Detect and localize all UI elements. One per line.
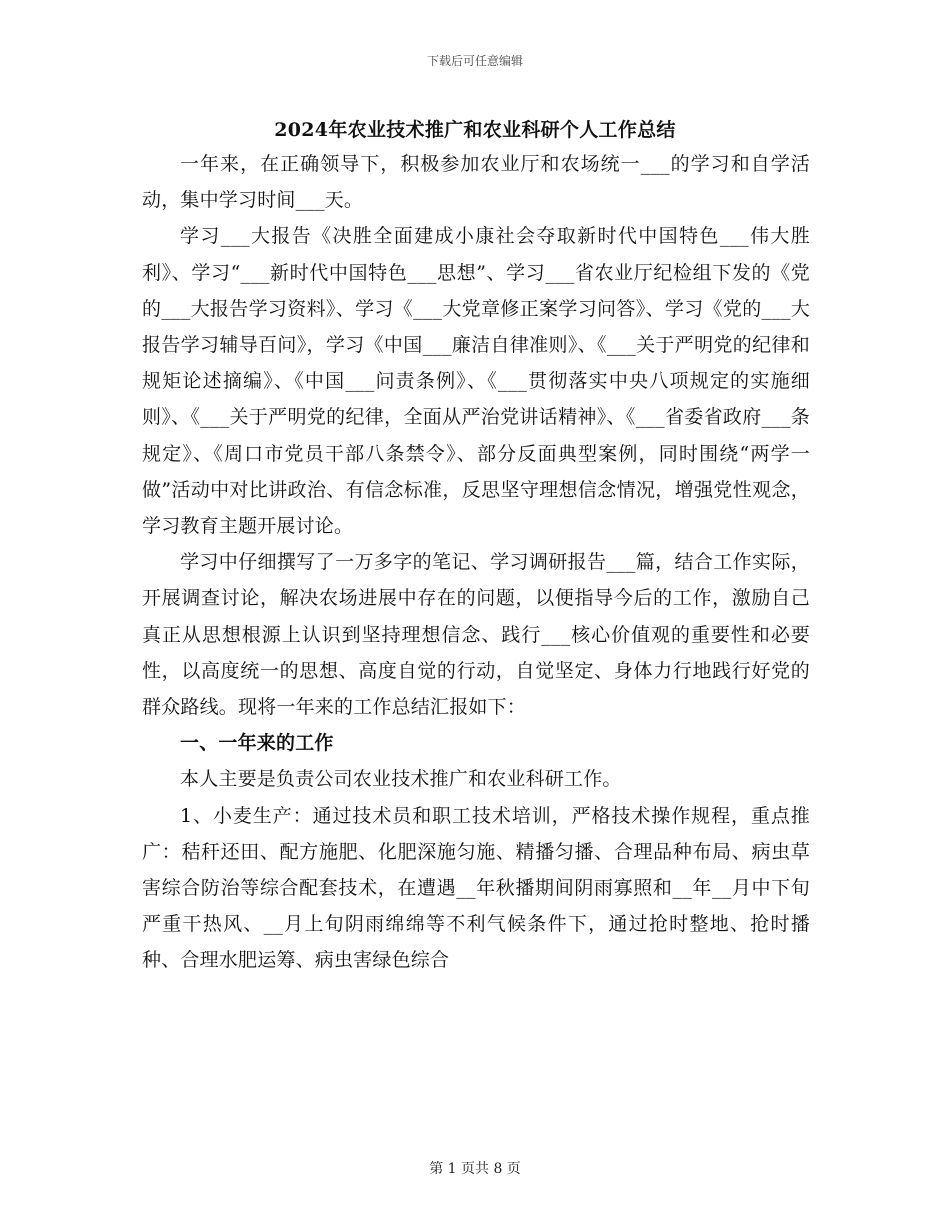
paragraph-wheat-production: 1、小麦生产：通过技术员和职工技术培训，严格技术操作规程，重点推广：秸秆还田、配方施肥、化肥深施匀施、精播匀播、合理品种布局、病虫草害综合防治等综合配套技术，在遭遇__年秋播期间阴雨寡照和__年__月中下旬严重干热风、__月上旬阴雨绵绵等不利气候条件下，通过抢时整地、抢时播种、合理水肥运筹、病虫害绿色综合 — [142, 804, 810, 972]
document-body — [142, 146, 810, 979]
section-heading: 一、一年来的工作 — [180, 732, 334, 755]
paragraph-responsibility: 本人主要是负责公司农业技术推广和农业科研工作。 — [180, 768, 622, 791]
paragraph-study-notes: 学习中仔细撰写了一万多字的笔记、学习调研报告___篇，结合工作实际，开展调查讨论，解决农场进展中存在的问题，以便指导今后的工作，激励自己真正从思想根源上认识到坚持理想信念、践行___核心价值观的重要性和必要性，以高度统一的思想、高度自觉的行动，自觉坚定、身体力行地践行好党的群众路线。现将一年来的工作总结汇报如下： — [142, 551, 810, 719]
paragraph-intro: 一年来，在正确领导下，积极参加农业厅和农场统一___的学习和自学活动，集中学习时间___天。 — [142, 153, 810, 212]
document-title: 2024年农业技术推广和农业科研个人工作总结 — [274, 119, 676, 141]
paragraph-study-list: 学习___大报告《决胜全面建成小康社会夺取新时代中国特色___伟大胜利》、学习“___新时代中国特色___思想”、学习___省农业厅纪检组下发的《党的___大报告学习资料》、学习《___大党章修正案学习问答》、学习《党的___大报告学习辅导百问》，学习《中国___廉洁自律准则》、《___关于严明党的纪律和规矩论述摘编》、《中国___问责条例》、《___贯彻落实中央八项规定的实施细则》、《___关于严明党的纪律，全面从严治党讲话精神》、《___省委省政府___条规定》、《周口市党员干部八条禁令》、部分反面典型案例，同时围绕“两学一做”活动中对比讲政治、有信念标准，反思坚守理想信念情况，增强党性观念，学习教育主题开展讨论。 — [142, 225, 810, 538]
page-header: 下载后可任意编辑 — [426, 54, 523, 68]
page-footer: 第 1 页共 8 页 — [429, 1161, 521, 1177]
